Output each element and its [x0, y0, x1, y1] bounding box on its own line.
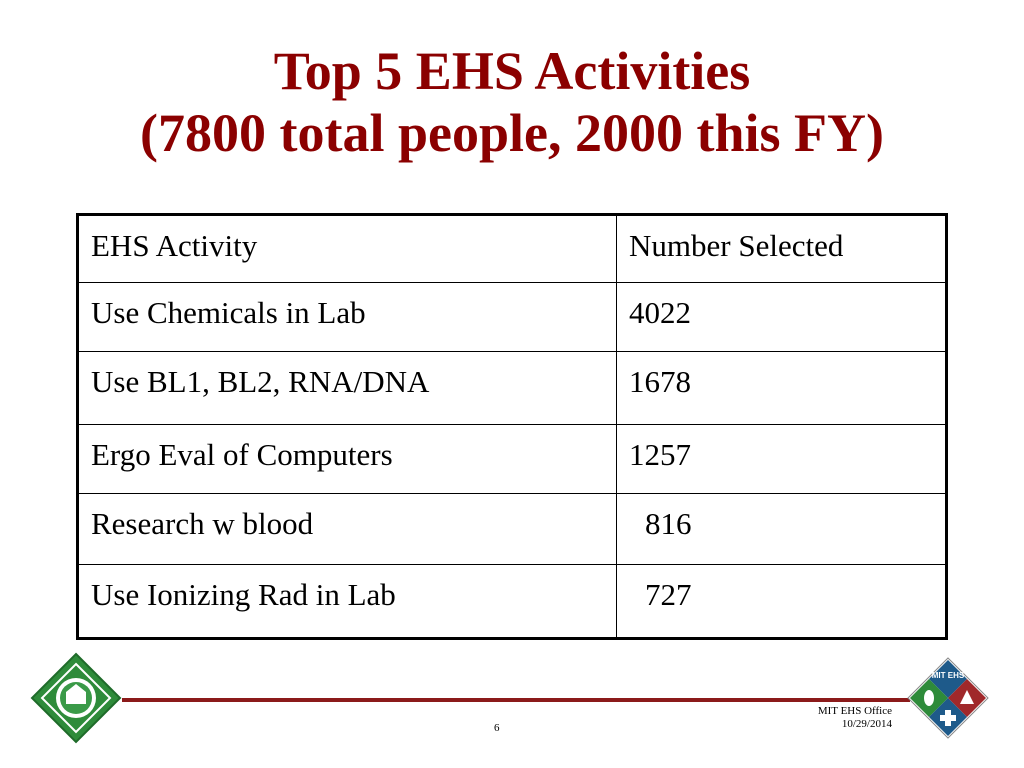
mit-ehs-logo-text: MIT EHS — [931, 671, 965, 680]
row-activity: Ergo Eval of Computers — [78, 425, 617, 494]
row-number-value: 816 — [645, 506, 692, 541]
table-row — [78, 565, 947, 639]
row-activity: Use Chemicals in Lab — [78, 283, 617, 352]
table-header-row — [78, 215, 947, 283]
row-number: 4022 — [617, 283, 947, 352]
mit-ehs-logo-icon — [906, 656, 990, 740]
office-name: MIT EHS Office — [817, 705, 892, 717]
table-row — [78, 425, 947, 494]
slide-title — [0, 40, 1024, 164]
table-row — [78, 283, 947, 352]
title-line-2: (7800 total people, 2000 this FY) — [140, 103, 884, 163]
office-info — [818, 705, 892, 731]
header-number-selected: Number Selected — [617, 215, 947, 283]
row-number — [617, 494, 947, 565]
page-number: 6 — [494, 722, 500, 734]
footer-divider — [122, 698, 910, 702]
title-line-1: Top 5 EHS Activities — [273, 41, 751, 101]
row-activity: Use Ionizing Rad in Lab — [78, 565, 617, 639]
table-row — [78, 494, 947, 565]
row-number — [617, 565, 947, 639]
activities-table — [76, 213, 948, 640]
row-activity: Use BL1, BL2, RNA/DNA — [78, 352, 617, 425]
table-row — [78, 352, 947, 425]
row-number: 1257 — [617, 425, 947, 494]
row-number: 1678 — [617, 352, 947, 425]
sustainability-logo-icon — [30, 652, 122, 744]
header-activity: EHS Activity — [78, 215, 617, 283]
office-date: 10/29/2014 — [841, 718, 892, 730]
row-activity: Research w blood — [78, 494, 617, 565]
row-number-value: 727 — [645, 577, 692, 612]
